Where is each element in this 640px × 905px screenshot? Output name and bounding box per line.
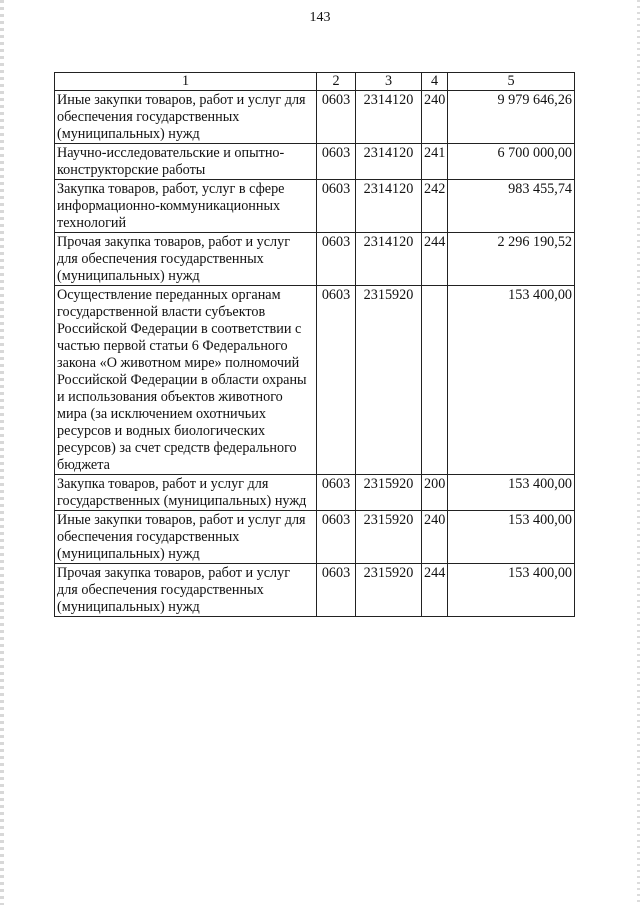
row-section-cell: 0603 [317,144,356,180]
row-section-cell: 0603 [317,233,356,286]
row-section-cell: 0603 [317,180,356,233]
column-header: 1 [55,73,317,91]
row-article-cell: 2314120 [356,180,422,233]
row-type-cell: 244 [422,564,448,617]
row-type-cell: 244 [422,233,448,286]
column-header: 5 [448,73,575,91]
table-header-row [55,73,575,91]
row-article-cell: 2315920 [356,511,422,564]
row-name-cell: Иные закупки товаров, работ и услуг для обеспечения государственных (муниципальных) нужд [55,511,317,564]
row-article-cell: 2314120 [356,233,422,286]
row-name-cell: Прочая закупка товаров, работ и услуг для обеспечения государственных (муниципальных) нужд [55,233,317,286]
row-name-cell: Осуществление переданных органам государственной власти субъектов Российской Федерации в соответствии с частью первой статьи 6 Федерального закона «О животном мире» полномочий Российской Федерации в области охраны и использования объектов животного мира (за исключением охотничьих ресурсов и водных биологических ресурсов) за счет средств федерального бюджета [55,286,317,475]
row-type-cell: 240 [422,511,448,564]
table-row [55,180,575,233]
row-article-cell: 2315920 [356,564,422,617]
table-row [55,564,575,617]
row-type-cell: 200 [422,475,448,511]
table-row [55,233,575,286]
row-name-cell: Закупка товаров, работ, услуг в сфере информационно-коммуникационных технологий [55,180,317,233]
row-sum-cell: 9 979 646,26 [448,91,575,144]
row-name-cell: Иные закупки товаров, работ и услуг для обеспечения государственных (муниципальных) нужд [55,91,317,144]
scan-left-edge [0,0,4,905]
column-header: 3 [356,73,422,91]
table-row [55,144,575,180]
budget-table [54,72,575,617]
row-section-cell: 0603 [317,511,356,564]
row-sum-cell: 153 400,00 [448,475,575,511]
table-row [55,511,575,564]
page-number: 143 [309,10,331,25]
row-article-cell: 2315920 [356,286,422,475]
row-type-cell [422,286,448,475]
row-name-cell: Закупка товаров, работ и услуг для государственных (муниципальных) нужд [55,475,317,511]
row-article-cell: 2314120 [356,144,422,180]
column-header: 2 [317,73,356,91]
row-article-cell: 2314120 [356,91,422,144]
row-type-cell: 242 [422,180,448,233]
row-sum-cell: 983 455,74 [448,180,575,233]
row-type-cell: 241 [422,144,448,180]
row-sum-cell: 2 296 190,52 [448,233,575,286]
row-type-cell: 240 [422,91,448,144]
row-sum-cell: 153 400,00 [448,564,575,617]
column-header: 4 [422,73,448,91]
table-row [55,286,575,475]
row-section-cell: 0603 [317,91,356,144]
row-section-cell: 0603 [317,286,356,475]
row-sum-cell: 6 700 000,00 [448,144,575,180]
row-section-cell: 0603 [317,475,356,511]
table-row [55,91,575,144]
row-article-cell: 2315920 [356,475,422,511]
row-name-cell: Научно-исследовательские и опытно-конструкторские работы [55,144,317,180]
row-sum-cell: 153 400,00 [448,511,575,564]
row-sum-cell: 153 400,00 [448,286,575,475]
table-row [55,475,575,511]
row-section-cell: 0603 [317,564,356,617]
row-name-cell: Прочая закупка товаров, работ и услуг для обеспечения государственных (муниципальных) нужд [55,564,317,617]
